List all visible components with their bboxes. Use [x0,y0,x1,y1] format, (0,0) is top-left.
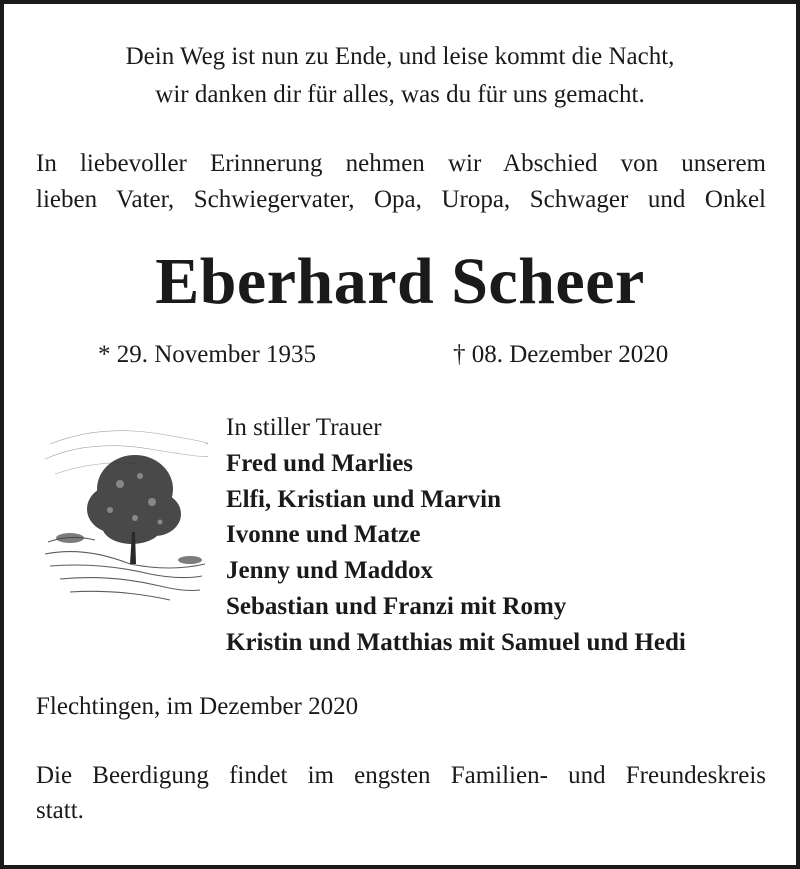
verse-line: wir danken dir für alles, was du für uns gemacht. [155,81,645,108]
family-entry: Jenny und Maddox [226,557,434,585]
funeral-note [36,758,766,828]
funeral-note-line: Die Beerdigung findet im engsten Familien- und Freundeskreis [36,762,766,789]
place-date: Flechtingen, im Dezember 2020 [36,693,359,720]
deceased-name: Eberhard Scheer [155,245,645,318]
funeral-note-line: statt. [36,797,84,824]
intro-line: lieben Vater, Schwiegervater, Opa, Uropa, Schwager und Onkel [36,186,766,213]
family-entry: Sebastian und Franzi mit Romy [226,592,567,620]
family-entry: Kristin und Matthias mit Samuel und Hedi [226,628,686,656]
intro-line: In liebevoller Erinnerung nehmen wir Abschied von unserem [36,150,766,177]
memorial-verse [0,38,800,114]
verse-line: Dein Weg ist nun zu Ende, und leise kommt die Nacht, [125,43,675,70]
mourning-phrase: In stiller Trauer [226,414,382,441]
death-date: † 08. Dezember 2020 [453,341,669,368]
family-entry: Fred und Marlies [226,449,414,477]
family-entry: Ivonne und Matze [226,521,421,549]
birth-date: * 29. November 1935 [98,341,317,368]
tree-landscape-icon [40,414,210,610]
intro-text [36,146,766,218]
family-entry: Elfi, Kristian und Marvin [226,485,502,513]
mourners-list [226,410,686,661]
